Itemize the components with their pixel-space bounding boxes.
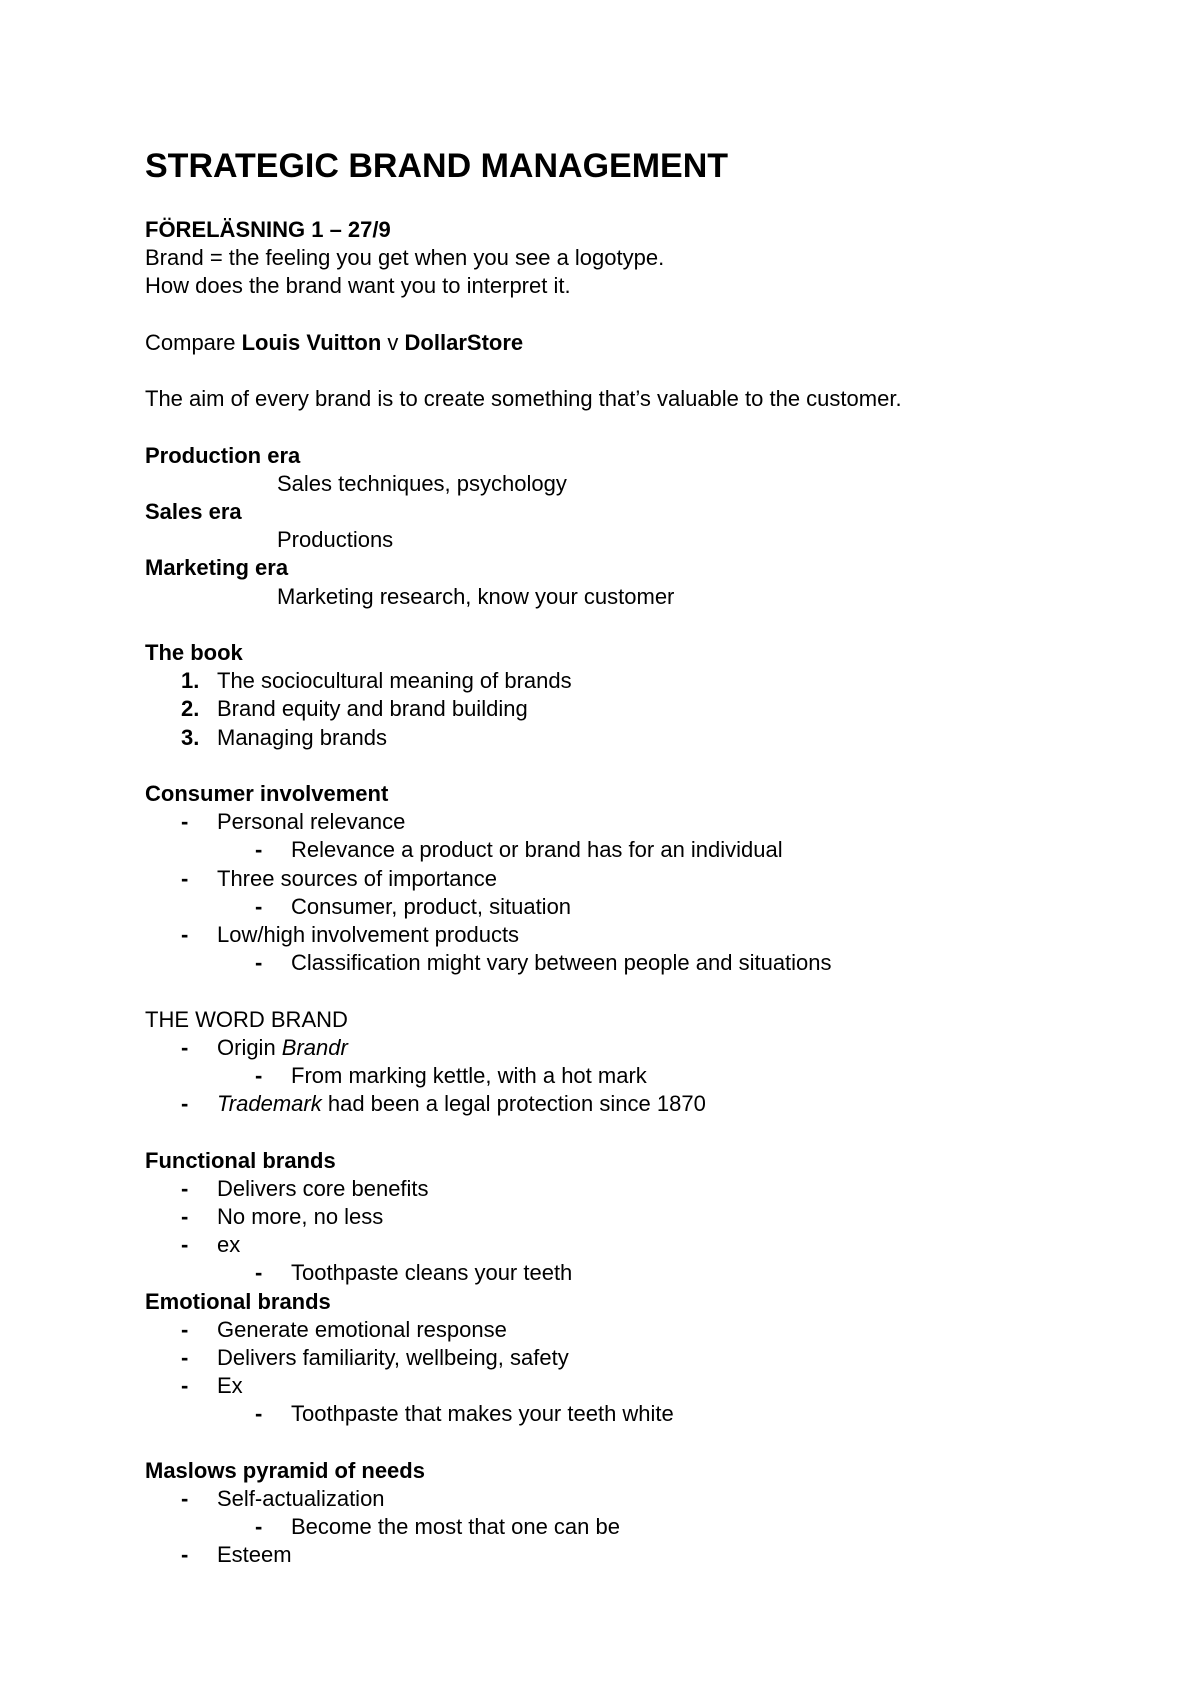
sub-list-item-text: Toothpaste that makes your teeth white: [291, 1401, 674, 1427]
sub-list-item-text: Relevance a product or brand has for an individual: [291, 837, 783, 863]
lecture-heading: FÖRELÄSNING 1 – 27/9: [145, 217, 391, 242]
era-name: Production era: [145, 442, 301, 468]
list-item-text: ex: [217, 1232, 241, 1258]
book-item-text: Brand equity and brand building: [217, 696, 528, 722]
compare-brand-a: Louis Vuitton: [241, 329, 382, 355]
list-item: [145, 1175, 1145, 1203]
spacer: [145, 1429, 1145, 1457]
sub-list-item-text: Classification might vary between people and situations: [291, 950, 832, 976]
sub-list-item: [145, 836, 1145, 864]
book-item: [145, 667, 1145, 695]
bullet-dash: -: [181, 1373, 189, 1399]
list-item-text: Three sources of importance: [217, 865, 498, 891]
spacer: [145, 752, 1145, 780]
list-item: [145, 1344, 1145, 1372]
list-item-text: Delivers core benefits: [217, 1175, 429, 1201]
compare-brand-b: DollarStore: [404, 329, 524, 355]
book-item: [145, 695, 1145, 723]
spacer: [145, 611, 1145, 639]
involvement-heading: Consumer involvement: [145, 780, 389, 806]
bullet-dash: -: [181, 1345, 189, 1371]
sub-list-item: [145, 1400, 1145, 1428]
list-item-text: No more, no less: [217, 1204, 384, 1229]
spacer: [145, 301, 1145, 329]
bullet-dash: -: [255, 1401, 263, 1427]
spacer: [145, 357, 1145, 385]
intro-line-1: Brand = the feeling you get when you see a logotype.: [145, 245, 665, 271]
sub-list-item-text: Become the most that one can be: [291, 1514, 620, 1540]
bullet-dash: -: [255, 837, 263, 863]
compare-line: [145, 329, 1145, 357]
bullet-dash: -: [255, 1514, 263, 1540]
document-title: STRATEGIC BRAND MANAGEMENT: [145, 147, 729, 185]
bullet-dash: -: [181, 1542, 189, 1568]
bullet-dash: -: [181, 1034, 189, 1060]
sub-list-item: [145, 893, 1145, 921]
bullet-dash: -: [255, 1063, 263, 1088]
sub-list-item: [145, 1513, 1145, 1541]
bullet-dash: -: [255, 1260, 263, 1286]
list-item: [145, 1485, 1145, 1513]
sub-list-item: [145, 1259, 1145, 1287]
list-item: [145, 1203, 1145, 1231]
sub-list-item: [145, 1062, 1145, 1090]
list-item: [145, 1372, 1145, 1400]
bullet-dash: -: [181, 1486, 189, 1512]
book-item-text: Managing brands: [217, 724, 388, 750]
list-item-text: Low/high involvement products: [217, 922, 520, 947]
compare-prefix: Compare: [145, 329, 242, 355]
spacer: [145, 977, 1145, 1005]
sub-list-item-text: Toothpaste cleans your teeth: [291, 1260, 573, 1286]
bullet-dash: -: [181, 1316, 189, 1342]
trademark-word: Trademark: [217, 1091, 322, 1117]
compare-mid: v: [381, 329, 405, 355]
intro-line-2: How does the brand want you to interpret it.: [145, 273, 571, 299]
bullet-dash: -: [255, 893, 263, 919]
list-item: [145, 921, 1145, 949]
bullet-dash: -: [181, 865, 189, 891]
list-item: [145, 808, 1145, 836]
list-item-text: Personal relevance: [217, 809, 406, 835]
list-item: [145, 1541, 1145, 1569]
list-number: 2.: [181, 696, 200, 722]
bullet-dash: -: [181, 922, 189, 947]
list-item-text: Ex: [217, 1373, 243, 1399]
list-item-text: Generate emotional response: [217, 1316, 507, 1342]
era-name: Marketing era: [145, 555, 289, 581]
list-item: [145, 1034, 1145, 1062]
list-number: 1.: [181, 668, 200, 694]
spacer: [145, 413, 1145, 441]
book-heading: The book: [145, 639, 243, 665]
sub-list-item-text: Consumer, product, situation: [291, 893, 572, 919]
maslow-heading: Maslows pyramid of needs: [145, 1457, 425, 1483]
bullet-dash: -: [181, 1204, 189, 1229]
emotional-heading: Emotional brands: [145, 1288, 331, 1314]
list-item-text: Delivers familiarity, wellbeing, safety: [217, 1345, 569, 1371]
era-desc: Marketing research, know your customer: [277, 583, 675, 609]
word-brand-heading: THE WORD BRAND: [145, 1006, 348, 1032]
spacer: [145, 1118, 1145, 1146]
list-item: [145, 865, 1145, 893]
era-name: Sales era: [145, 498, 242, 524]
list-item: [145, 1090, 1145, 1118]
list-item-text: Esteem: [217, 1542, 292, 1568]
origin-word: Brandr: [281, 1034, 348, 1060]
book-item-text: The sociocultural meaning of brands: [217, 668, 572, 694]
book-item: [145, 724, 1145, 752]
list-item: [145, 1231, 1145, 1259]
bullet-dash: -: [255, 950, 263, 976]
bullet-dash: -: [181, 1232, 189, 1258]
list-item-text: Self-actualization: [217, 1486, 385, 1512]
bullet-dash: -: [181, 1175, 189, 1201]
origin-prefix: Origin: [217, 1034, 282, 1060]
list-item: [145, 1316, 1145, 1344]
era-desc: Productions: [277, 527, 394, 553]
functional-heading: Functional brands: [145, 1147, 336, 1173]
aim-line: The aim of every brand is to create something that’s valuable to the customer.: [145, 386, 902, 412]
document-page: [145, 140, 1145, 1570]
era-desc: Sales techniques, psychology: [277, 470, 567, 496]
trademark-rest: had been a legal protection since 1870: [321, 1091, 706, 1117]
sub-list-item-text: From marking kettle, with a hot mark: [291, 1063, 647, 1088]
bullet-dash: -: [181, 1091, 189, 1117]
sub-list-item: [145, 949, 1145, 977]
list-number: 3.: [181, 724, 200, 750]
bullet-dash: -: [181, 809, 189, 835]
